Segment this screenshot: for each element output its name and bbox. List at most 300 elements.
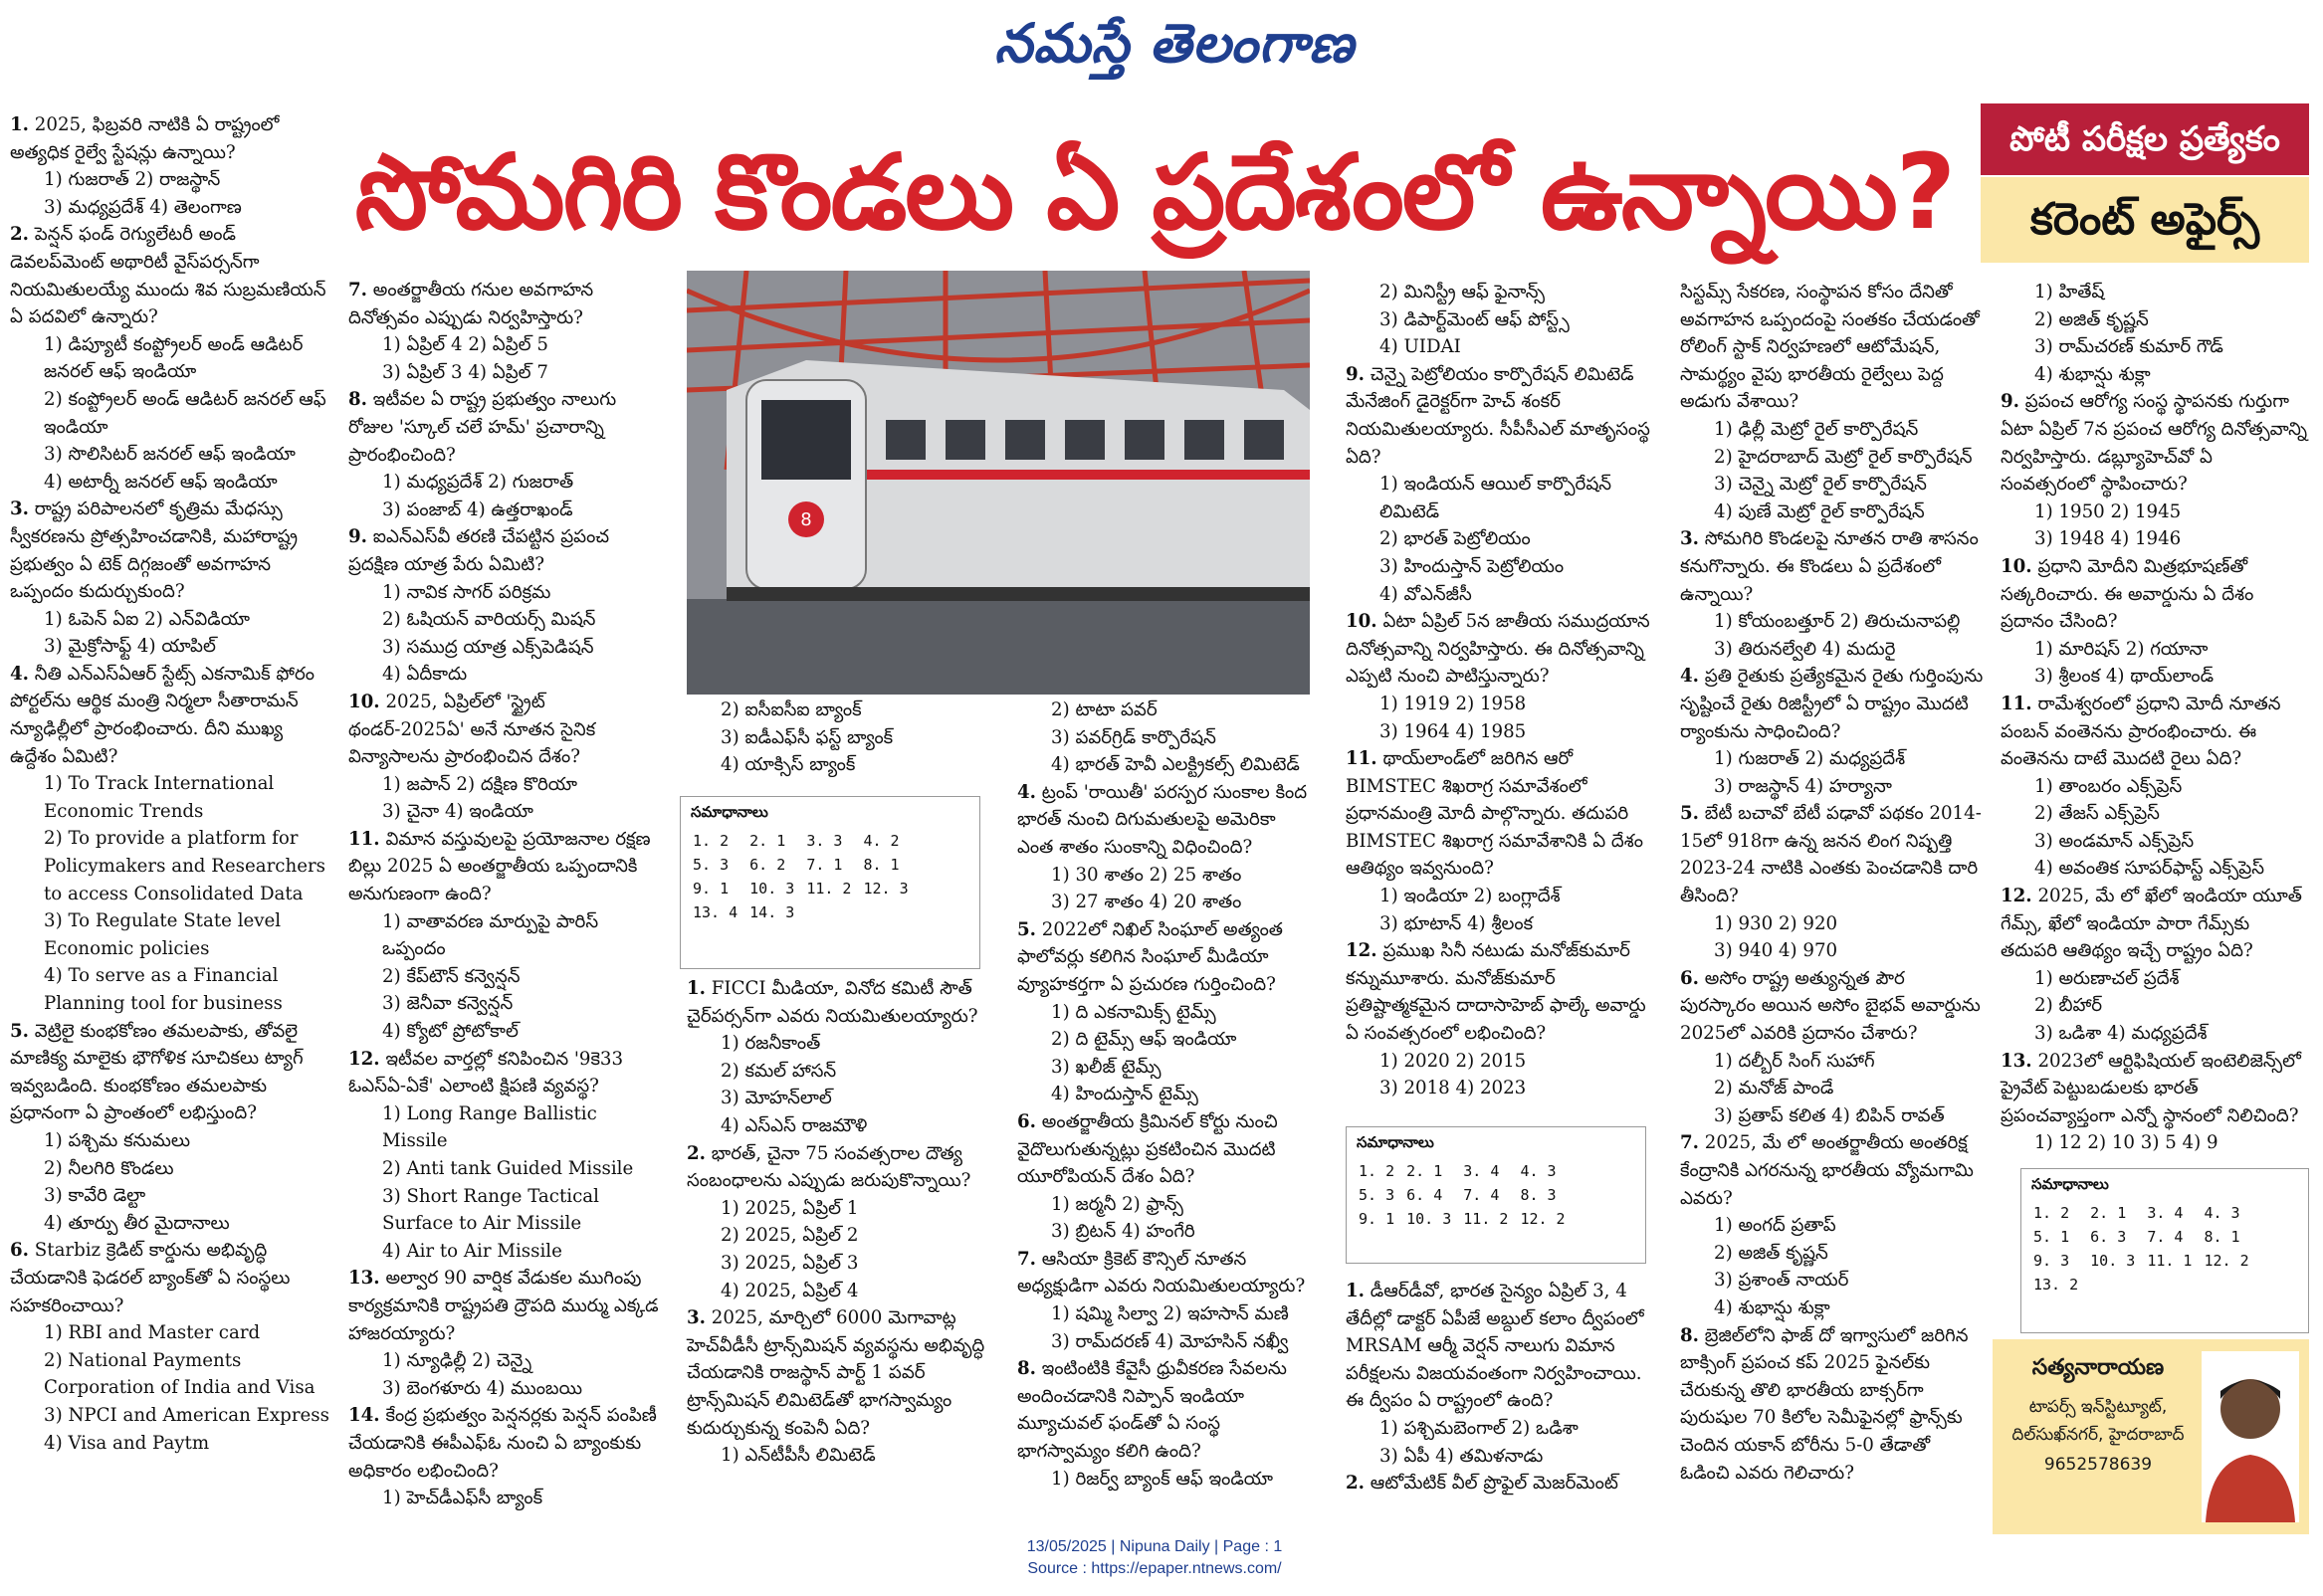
answer-option: 3) 1964 4) 1985 (1379, 720, 1527, 742)
answer-option: 4) యాక్సిస్ బ్యాంక్ (721, 754, 856, 776)
question-body: ప్రముఖ సినీ నటుడు మనోజ్‌కుమార్ కన్నుమూశారు. మనోజ్‌కుమార్ ప్రతిష్టాత్మకమైన దాదాసాహెబ్ ఫాల్కే అవార్డు ఏ సంవత్సరంలో లభించింది? (1346, 940, 1646, 1045)
question-text (348, 1402, 665, 1485)
question-body: అంతర్జాతీయ గనుల అవగాహన దినోత్సవం ఎప్పుడు నిర్వహిస్తారు? (348, 280, 594, 328)
answer-option: 1) 1950 2) 1945 (2034, 500, 2182, 522)
question-number: 2. (1346, 1473, 1365, 1495)
question-number: 11. (1346, 748, 1377, 770)
question-body: అంతర్జాతీయ క్రిమినల్ కోర్టు నుంచి వైదొలుగుతున్నట్లు ప్రకటించిన మొదటి యూరోపియన్ దేశం ఏది? (1017, 1110, 1278, 1188)
question-body: 2025, ఏప్రిల్‌లో 'స్ట్రైట్ థండర్-2025ఏ' అనే నూతన సైనిక విన్యాసాలను ప్రారంభించిన దేశం? (348, 691, 596, 768)
answer-option: 1) ఏప్రిల్ 4 2) ఏప్రిల్ 5 (382, 334, 548, 356)
answer-cell: 10. 3 (2090, 1252, 2136, 1270)
answer-option: 2) అజిత్ కృష్ణన్ (2034, 308, 2149, 330)
answer-option: 2) టాటా పవర్ (1051, 699, 1158, 720)
answer-option: 2) కమల్ హాసన్ (721, 1060, 837, 1082)
question-text (1680, 965, 1985, 1048)
answer-cell: 5. 3 (693, 856, 730, 874)
answer-cell: 12. 2 (1520, 1210, 1566, 1228)
question-body: భారత్, చైనా 75 సంవత్సరాల దౌత్య సంబంధాలను ఎప్పుడు జరుపుకొన్నాయి? (687, 1142, 971, 1192)
answer-option: 3) 1948 4) 1946 (2034, 528, 2182, 550)
question-text (10, 1237, 330, 1319)
question-body: ఇంటింటికి కేవైసీ ధ్రువీకరణ సేవలను అందించడానికి నిప్పాన్ ఇండియా మ్యూచువల్ ఫండ్‌తో ఏ సంస్థ భాగస్వామ్యం కలిగి ఉంది? (1017, 1358, 1287, 1463)
answers-row (1355, 1183, 1574, 1207)
author-location: దిల్‌సుఖ్‌నగర్, హైదరాబాద్ (2011, 1425, 2185, 1445)
question-body: థాయ్‌లాండ్‌లో జరిగిన ఆరో BIMSTEC శిఖరాగ్ర సమావేశంలో ప్రధానమంత్రి మోదీ పాల్గొన్నారు. తదుపరి BIMSTEC శిఖరాగ్ర సమావేశానికి ఏ దేశం ఆతిథ్యం ఇవ్వనుంది? (1346, 748, 1643, 880)
answer-option: 4) శుభాన్షు శుక్లా (2034, 363, 2151, 385)
answer-option: 3) ప్రతాప్ కలిత 4) బిపిన్ రావత్ (1714, 1104, 1945, 1126)
question-text (348, 689, 665, 771)
answer-cell: 6. 2 (749, 856, 786, 874)
answer-cell: 13. 4 (693, 903, 739, 921)
question-body: FICCI మీడియా, వినోద కమిటీ సౌత్ చైర్‌పర్సన్‌గా ఎవరు నియమితులయ్యారు? (687, 978, 978, 1027)
answers-row (2029, 1225, 2257, 1249)
question-body: సిస్టమ్స్ సేకరణ, సంస్థాపన కోసం దేనితో అవగాహన ఒప్పందంపై సంతకం చేయడంతో రోలింగ్ స్టాక్ నిర్వహణలో ఆటోమేషన్, సామర్థ్యం వైపు భారతీయ రైల్వేలు పెద్ద అడుగు వేశాయి? (1680, 282, 1980, 413)
question-text (1680, 663, 1985, 745)
answer-option: 3) మైక్రోసాఫ్ట్ 4) యాపిల్ (44, 636, 216, 658)
question-number: 11. (348, 828, 380, 850)
column-5-bottom (1346, 1278, 1654, 1497)
question-number: 1. (687, 978, 706, 999)
answer-option: 3) కావేరి డెల్టా (44, 1185, 146, 1207)
answer-option: 1) హెచ్‌డీఎఫ్‌సీ బ్యాంక్ (382, 1488, 543, 1509)
question-body: ఐఎన్ఎస్‌వీ తరణి చేపట్టిన ప్రపంచ ప్రదక్షిణ యాత్ర పేరు ఏమిటి? (348, 526, 610, 575)
answer-option: 4) అవంతిక సూపర్‌ఫాస్ట్ ఎక్స్‌ప్రెస్ (2034, 858, 2264, 880)
answer-option: 3) పంజాబ్ 4) ఉత్తరాఖండ్ (382, 499, 573, 520)
answer-option: 4) UIDAI (1379, 336, 1461, 358)
answer-cell: 8. 1 (2204, 1228, 2240, 1246)
question-body: ప్రధాని మోదీని మిత్రభూషణ్‌తో సత్కరించారు. ఈ అవార్డును ఏ దేశం ప్రదానం చేసింది? (2001, 555, 2254, 633)
answer-option: 1) గుజరాత్ 2) రాజస్థాన్ (44, 169, 221, 191)
answer-cell: 9. 3 (2033, 1252, 2070, 1270)
answer-cell: 3. 3 (806, 832, 843, 850)
answer-option: 2) కేప్‌టౌన్ కన్వెన్షన్ (382, 965, 521, 987)
question-number: 8. (1017, 1358, 1036, 1380)
answer-cell: 3. 4 (1463, 1162, 1500, 1180)
answer-option: 3) జెనీవా కన్వెన్షన్ (382, 993, 514, 1015)
answer-option: 2) ఐసీఐసీఐ బ్యాంక్ (721, 699, 862, 720)
question-body: 2025, ఫిబ్రవరి నాటికి ఏ రాష్ట్రంలో అత్యధిక రైల్వే స్టేషన్లు ఉన్నాయి? (10, 114, 280, 163)
question-number: 11. (2001, 693, 2032, 714)
question-number: 12. (348, 1048, 380, 1070)
badge-special: పోటీ పరీక్షల ప్రత్యేకం (1981, 103, 2309, 175)
answers-row (2029, 1249, 2257, 1273)
answer-option: 1) 30 శాతం 2) 25 శాతం (1051, 864, 1242, 886)
question-text (1680, 1129, 1985, 1212)
answers-row (2029, 1201, 2257, 1225)
question-body: ఇటీవల వార్తల్లో కనిపించిన '9కె33 ఓఎస్ఏ-ఏకే' ఎలాంటి క్షిపణి వ్యవస్థ? (348, 1048, 624, 1097)
metro-train-image (687, 271, 1310, 695)
answer-option: 4) ఎస్ఎస్ రాజమౌళి (721, 1114, 868, 1136)
question-text (1346, 361, 1654, 471)
answer-option: 1) డిప్యూటీ కంప్ట్రోలర్ అండ్ ఆడిటర్ జనరల్ ఆఫ్ ఇండియా (44, 333, 304, 383)
answer-option: 3) ఒడిశా 4) మధ్యప్రదేశ్ (2034, 1023, 2208, 1045)
question-body: కేంద్ర ప్రభుత్వం పెన్షనర్లకు పెన్షన్ పంపిణీ చేయడానికి ఈపీఎఫ్ఓ నుంచి ఏ బ్యాంకుకు అధికారం లభించింది? (348, 1405, 657, 1482)
question-number: 5. (1017, 918, 1036, 940)
answer-option: 2) నీలగిరి కొండలు (44, 1157, 174, 1179)
answer-option: 4) వోఎన్‌జీసీ (1379, 583, 1472, 605)
question-body: రామేశ్వరంలో ప్రధాని మోదీ నూతన పంబన్ వంతెనను ప్రారంభించారు. ఈ వంతెనను దాటే మొదటి రైలు ఏది? (2001, 693, 2281, 770)
answers-row (689, 829, 917, 853)
answer-option: 2) 2025, ఏప్రిల్ 2 (721, 1225, 859, 1247)
question-number: 5. (10, 1020, 29, 1042)
answer-option: 2) ఓషియన్ వారియర్స్ మిషన్ (382, 609, 596, 631)
question-body: ఏటా ఏప్రిల్ 5న జాతీయ సముద్రయాన దినోత్సవాన్ని నిర్వహిస్తారు. ఈ దినోత్సవాన్ని ఎప్పటి నుంచి పాటిస్తున్నారు? (1346, 611, 1650, 688)
author-card (1993, 1339, 2309, 1534)
question-body: ఆటోమేటిక్ వీల్ ప్రొఫైల్ మెజర్‌మెంట్ (1370, 1473, 1618, 1495)
answer-option: 1) గుజరాత్ 2) మధ్యప్రదేశ్ (1714, 748, 1906, 770)
masthead: నమస్తే తెలంగాణ (994, 11, 1355, 75)
answers-row (2029, 1273, 2257, 1297)
question-number: 6. (10, 1240, 29, 1262)
answer-cell: 12. 3 (863, 880, 909, 898)
answer-option: 4) పుణే మెట్రో రైల్ కార్పొరేషన్ (1714, 500, 1925, 522)
question-text (1017, 1355, 1316, 1465)
answers-row (689, 853, 917, 877)
footer (796, 1536, 1513, 1580)
answer-option: 4) హిందుస్తాన్ టైమ్స్ (1051, 1084, 1198, 1105)
question-body: డీఆర్‌డీవో, భారత సైన్యం ఏప్రిల్ 3, 4 తేదీల్లో డాక్టర్ ఏపీజే అబ్దుల్ కలాం ద్వీపంలో MRSAM ఆర్మీ వెర్షన్ నాలుగు విమాన పరీక్షలను విజయవంతంగా నిర్వహించాయి. ఈ ద్వీపం ఏ రాష్ట్రంలో ఉంది? (1346, 1281, 1644, 1412)
answer-option: 1) అరుణాచల్ ప్రదేశ్ (2034, 967, 2180, 989)
answer-cell: 9. 1 (1359, 1210, 1395, 1228)
answer-option: 3) 2018 4) 2023 (1379, 1078, 1527, 1099)
answer-option: 3) మోహన్‌లాల్ (721, 1088, 832, 1109)
answer-option: 3) ఏప్రిల్ 3 4) ఏప్రిల్ 7 (382, 361, 548, 383)
answer-option: 3) 27 శాతం 4) 20 శాతం (1051, 892, 1242, 913)
answer-option: 3) బెంగళూరు 4) ముంబయి (382, 1377, 582, 1399)
answer-cell (2200, 1273, 2256, 1297)
answer-option: 3) ప్రశాంత్ నాయర్ (1714, 1270, 1849, 1292)
answer-option: 2) తేజస్ ఎక్స్‌ప్రెస్ (2034, 803, 2160, 825)
author-phone: 9652578639 (2043, 1455, 2153, 1475)
answer-cell: 10. 3 (1406, 1210, 1452, 1228)
question-body: వెట్రిలై కుంభకోణం తమలపాకు, తోవలై మాణిక్య మాలైకు భౌగోళిక సూచికలు ట్యాగ్ ఇవ్వబడింది. కుంభకోణం తమలపాకు ప్రధానంగా ఏ ప్రాంతంలో లభిస్తుంది? (10, 1020, 304, 1124)
question-text (1346, 608, 1654, 691)
question-text (348, 386, 665, 469)
answer-option: 1) షమ్మి సిల్వా 2) ఇహసాన్ మణి (1051, 1303, 1289, 1325)
answer-option: 1) మధ్యప్రదేశ్ 2) గుజరాత్ (382, 472, 574, 494)
question-number: 7. (1017, 1248, 1036, 1270)
answer-option: 2) అజిత్ కృష్ణన్ (1714, 1242, 1828, 1264)
answer-option: 1) అంగద్ ప్రతాప్ (1714, 1215, 1836, 1237)
question-number: 3. (687, 1307, 706, 1329)
headline: సోమగిరి కొండలు ఏ ప్రదేశంలో ఉన్నాయి? (354, 131, 1955, 253)
question-body: నీతి ఎన్ఎస్‌ఏఆర్ స్టేట్స్ ఎకనామిక్ ఫోరం పోర్టల్‌ను ఆర్థిక మంత్రి నిర్మలా సీతారామన్ న్యూఢిల్లీలో ప్రారంభించారు. దీని ముఖ్య ఉద్దేశం ఏమిటి? (10, 663, 315, 767)
column-2 (348, 277, 665, 1512)
answers-box-1 (680, 796, 980, 969)
question-text (2001, 553, 2311, 636)
question-body: అసోం రాష్ట్ర అత్యున్నత పౌర పురస్కారం అయిన అసోం బైభవ్ అవార్డును 2025లో ఎవరికి ప్రదానం చేశారు? (1680, 967, 1981, 1045)
answer-option: 3) హిందుస్తాన్ పెట్రోలియం (1379, 555, 1565, 577)
answer-option: 3) అండమాన్ ఎక్స్‌ప్రెస్ (2034, 830, 2195, 852)
answer-option: 1) 2025, ఏప్రిల్ 1 (721, 1197, 859, 1219)
answers-table (689, 829, 917, 924)
answer-option: 2) ది టైమ్స్ ఆఫ్ ఇండియా (1051, 1029, 1237, 1051)
answer-option: 2) National Payments Corporation of India and Visa (44, 1349, 316, 1399)
answer-option: 3) రాజస్థాన్ 4) హర్యానా (1714, 775, 1892, 797)
question-number: 8. (348, 389, 367, 411)
question-body: 2022లో నిఖిల్ సింఘాల్ అత్యంత ఫాలోవర్లు కలిగిన సింఘాల్ మీడియా వ్యూహకర్తగా ఏ ప్రచురణ గుర్తించింది? (1017, 918, 1283, 995)
answer-cell: 12. 2 (2204, 1252, 2249, 1270)
answer-cell: 9. 1 (693, 880, 730, 898)
svg-text:8: 8 (800, 509, 812, 530)
question-text (348, 277, 665, 331)
answer-cell: 10. 3 (749, 880, 795, 898)
answer-option: 1) జర్మనీ 2) ఫ్రాన్స్ (1051, 1193, 1183, 1215)
answer-cell: 14. 3 (749, 903, 795, 921)
question-number: 9. (1346, 363, 1365, 385)
question-number: 10. (1346, 611, 1377, 633)
answer-option: 4) అటార్నీ జనరల్ ఆఫ్ ఇండియా (44, 471, 278, 493)
question-text (687, 1304, 1001, 1442)
answer-option: 1) 1919 2) 1958 (1379, 693, 1527, 714)
author-name: సత్యనారాయణ (2031, 1355, 2165, 1380)
answer-cell: 6. 4 (1406, 1186, 1443, 1204)
question-number: 9. (2001, 391, 2019, 413)
question-body: ఇటీవల ఏ రాష్ట్ర ప్రభుత్వం నాలుగు రోజుల 'స్కూల్ చలే హమ్' ప్రచారాన్ని ప్రారంభించింది? (348, 389, 617, 466)
question-number: 1. (10, 114, 29, 135)
answer-option: 2) హైదరాబాద్ మెట్రో రైల్ కార్పొరేషన్ (1714, 446, 1973, 468)
answer-option: 1) 12 2) 10 3) 5 4) 9 (2034, 1132, 2218, 1154)
question-number: 3. (1680, 528, 1699, 550)
answer-cell: 8. 1 (863, 856, 900, 874)
question-body: 2025, మే లో ఖేలో ఇండియా యూత్ గేమ్స్, ఖేలో ఇండియా పారా గేమ్స్‌కు తదుపరి ఆతిథ్యం ఇచ్చే రాష్ట్రం ఏది? (2001, 886, 2302, 962)
question-body: బేటీ బచావో బేటీ పఢావో పథకం 2014-15లో 918గా ఉన్న జనన లింగ నిష్పత్తి 2023-24 నాటికి ఎంతకు పెంచడానికి దారి తీసింది? (1680, 803, 1982, 907)
answer-option: 1) రజనీకాంత్ (721, 1033, 821, 1055)
question-text (1680, 279, 1985, 416)
answer-cell: 11. 2 (806, 880, 852, 898)
answer-cell: 4. 3 (2204, 1204, 2240, 1222)
answer-option: 4) తూర్పు తీర మైదానాలు (44, 1212, 230, 1234)
question-number: 10. (348, 691, 380, 712)
author-photo (2202, 1351, 2299, 1522)
column-3-bottom (687, 975, 1001, 1470)
answer-cell: 5. 1 (2033, 1228, 2070, 1246)
answer-cell: 4. 2 (863, 832, 900, 850)
answer-cell: 1. 2 (2033, 1204, 2070, 1222)
question-text (10, 221, 330, 330)
answers-title: సమాధానాలు (2031, 1175, 2109, 1193)
answer-option: 3) Short Range Tactical Surface to Air Missile (382, 1185, 599, 1235)
answer-option: 3) NPCI and American Express (44, 1404, 329, 1426)
answers-row (1355, 1207, 1574, 1231)
question-body: ఆసియా క్రికెట్ కౌన్సిల్ నూతన అధ్యక్షుడిగా ఎవరు నియమితులయ్యారు? (1017, 1248, 1306, 1297)
question-body: విమాన వస్తువులపై ప్రయోజనాల రక్షణ బిల్లు 2025 ఏ అంతర్జాతీయ ఒప్పందానికి అనుగుణంగా ఉంది? (348, 828, 651, 905)
answer-option: 1) వాతావరణ మార్పుపై పారిస్ ఒప్పందం (382, 910, 599, 960)
answer-option: 4) Visa and Paytm (44, 1432, 210, 1454)
answer-option: 3) ఐడీఎఫ్‌సీ ఫస్ట్ బ్యాంక్ (721, 726, 894, 748)
question-text (1017, 1246, 1316, 1300)
question-text (1680, 800, 1985, 909)
answer-cell: 1. 2 (1359, 1162, 1395, 1180)
question-text (1680, 1322, 1985, 1488)
answer-cell: 8. 3 (1520, 1186, 1557, 1204)
question-number: 3. (10, 499, 29, 520)
answer-option: 2) To provide a platform for Policymakers and Researchers to access Consolidated Data (44, 828, 325, 904)
question-body: అల్వార 90 వార్షిక వేడుకల ముగింపు కార్యక్రమానికి రాష్ట్రపతి ద్రౌపది ముర్ము ఎక్కడ హాజరయ్యారు? (348, 1268, 659, 1344)
answer-option: 3) 2025, ఏప్రిల్ 3 (721, 1252, 859, 1274)
answer-option: 4) To serve as a Financial Planning tool for business (44, 965, 283, 1014)
answer-cell: 7. 4 (1463, 1186, 1500, 1204)
answer-option: 1) ఇండియన్ ఆయిల్ కార్పొరేషన్ లిమిటెడ్ (1379, 474, 1612, 522)
answer-option: 1) హితేష్ (2034, 282, 2105, 302)
answer-option: 1) Long Range Ballistic Missile (382, 1102, 597, 1152)
question-text (1680, 525, 1985, 608)
footer-date: 13/05/2025 | Nipuna Daily | Page : 1 (1026, 1538, 1283, 1555)
answer-option: 1) జపాన్ 2) దక్షిణ కొరియా (382, 773, 578, 795)
answer-cell (2143, 1273, 2200, 1297)
answer-cell: 7. 4 (2147, 1228, 2184, 1246)
question-number: 9. (348, 526, 367, 548)
answers-table (2029, 1201, 2257, 1297)
answer-cell: 2. 1 (749, 832, 786, 850)
answer-cell: 13. 2 (2033, 1276, 2079, 1294)
question-number: 1. (1346, 1281, 1365, 1301)
answer-option: 1) ది ఎకనామిక్స్ టైమ్స్ (1051, 1001, 1216, 1023)
question-text (1017, 779, 1316, 862)
question-number: 12. (2001, 886, 2032, 907)
answer-cell: 6. 3 (2090, 1228, 2127, 1246)
answer-option: 4) 2025, ఏప్రిల్ 4 (721, 1280, 859, 1301)
answer-option: 1) నావిక సాగర్ పరిక్రమ (382, 581, 551, 603)
question-text (348, 1046, 665, 1100)
answers-row (1355, 1159, 1574, 1183)
question-text (1346, 1278, 1654, 1415)
answer-option: 3) ఖలీజ్ టైమ్స్ (1051, 1056, 1162, 1078)
question-number: 7. (1680, 1132, 1699, 1154)
answer-option: 2) బీహార్ (2034, 995, 2103, 1017)
question-body: ప్రపంచ ఆరోగ్య సంస్థ స్థాపనకు గుర్తుగా ఏటా ఏప్రిల్ 7న ప్రపంచ ఆరోగ్య దినోత్సవాన్ని నిర్వహిస్తారు. డబ్ల్యూహెచ్‌వో ఏ సంవత్సరంలో స్థాపించారు? (2001, 391, 2308, 496)
answer-option: 3) చెన్నై మెట్రో రైల్ కార్పొరేషన్ (1714, 474, 1927, 496)
question-number: 13. (348, 1268, 380, 1290)
question-text (1017, 1108, 1316, 1191)
answer-option: 4) ఏదీకాదు (382, 664, 468, 686)
answer-option: 1) న్యూఢిల్లీ 2) చెన్నై (382, 1350, 532, 1372)
question-number: 7. (348, 280, 367, 300)
answer-option: 3) చైనా 4) ఇండియా (382, 801, 533, 823)
answer-option: 1) ఎన్‌టీపీసీ లిమిటెడ్ (721, 1445, 876, 1467)
question-text (1346, 1470, 1654, 1497)
answer-option: 1) తాంబరం ఎక్స్‌ప్రెస్ (2034, 775, 2183, 797)
question-text (10, 1018, 330, 1127)
answers-box-3 (2020, 1168, 2309, 1333)
answers-title: సమాధానాలు (1357, 1133, 1434, 1151)
answer-option: 1) పశ్చిమబెంగాల్ 2) ఒడిశా (1379, 1417, 1579, 1439)
answer-option: 1) పశ్చిమ కనుమలు (44, 1129, 191, 1151)
answer-option: 2) కంప్ట్రోలర్ అండ్ ఆడిటర్ జనరల్ ఆఫ్ ఇండియా (44, 388, 326, 438)
answer-option: 2) భారత్ పెట్రోలియం (1379, 528, 1531, 550)
question-number: 2. (10, 224, 29, 246)
footer-source: Source : https://epaper.ntnews.com/ (1027, 1560, 1282, 1577)
answer-option: 3) బ్రిటన్ 4) హంగేరి (1051, 1221, 1195, 1243)
answer-option: 1) RBI and Master card (44, 1322, 261, 1344)
question-body: సోమగిరి కొండలపై నూతన రాతి శాసనం కనుగొన్నారు. ఈ కొండలు ఏ ప్రదేశంలో ఉన్నాయి? (1680, 528, 1979, 605)
answer-option: 3) సముద్ర యాత్ర ఎక్స్‌పెడిషన్ (382, 636, 594, 658)
column-6 (1680, 279, 1985, 1487)
question-number: 8. (1680, 1324, 1699, 1346)
question-number: 14. (348, 1405, 380, 1427)
question-text (2001, 883, 2311, 965)
question-text (687, 975, 1001, 1030)
answer-option: 3) To Regulate State level Economic policies (44, 910, 282, 959)
question-number: 2. (687, 1142, 706, 1164)
answer-cell: 1. 2 (693, 832, 730, 850)
answer-cell: 5. 3 (1359, 1186, 1395, 1204)
answer-option: 3) రామ్‌దరణ్ 4) మోహసిన్ నఖ్వీ (1051, 1330, 1289, 1352)
answer-cell: 11. 1 (2147, 1252, 2193, 1270)
question-number: 6. (1017, 1110, 1036, 1132)
column-1 (10, 111, 330, 1457)
question-body: బ్రెజిల్‌లోని ఫాజ్ దో ఇగ్వాసులో జరిగిన బాక్సింగ్ ప్రపంచ కప్ 2025 ఫైనల్‌కు చేరుకున్న తొలి భారతీయ బాక్సర్‌గా పురుషుల 70 కిలోల సెమీఫైనల్లో ఫ్రాన్స్‌కు చెందిన యకాన్ బోరీను 5-0 తేడాతో ఓడించి ఎవరు గెలిచారు? (1680, 1324, 1969, 1484)
answer-option: 3) భూటాన్ 4) శ్రీలంక (1379, 912, 1534, 934)
question-text (10, 661, 330, 770)
answer-option: 1) ఢిల్లీ మెట్రో రైల్ కార్పొరేషన్ (1714, 418, 1919, 440)
answer-option: 3) సొలిసిటర్ జనరల్ ఆఫ్ ఇండియా (44, 444, 296, 466)
question-body: రాష్ట్ర పరిపాలనలో కృత్రిమ మేధస్సు స్వీకరణను ప్రోత్సహించడానికి, మహారాష్ట్ర ప్రభుత్వం ఏ టెక్ దిగ్గజంతో అవగాహన ఒప్పందం కుదుర్చుకుంది? (10, 499, 298, 603)
metro-train-photo (687, 271, 1310, 695)
answer-option: 1) మారిషస్ 2) గయానా (2034, 638, 2209, 660)
question-text (348, 826, 665, 908)
answer-option: 1) ఓపెన్ ఏఐ 2) ఎన్‌విడియా (44, 608, 250, 630)
answer-cell (859, 900, 916, 924)
question-number: 13. (2001, 1050, 2032, 1072)
question-text (348, 1265, 665, 1347)
answer-option: 1) 2020 2) 2015 (1379, 1050, 1527, 1072)
question-text (348, 523, 665, 578)
answer-option: 3) మధ్యప్రదేశ్ 4) తెలంగాణ (44, 196, 242, 218)
question-body: 2025, మే లో అంతర్జాతీయ అంతరిక్ష కేంద్రానికి ఎగరనున్న భారతీయ వ్యోమగామి ఎవరు? (1680, 1132, 1974, 1209)
question-body: ప్రతి రైతుకు ప్రత్యేకమైన రైతు గుర్తింపును సృష్టించే రైతు రిజిస్ట్రీలో ఏ రాష్ట్రం మొదటి ర్యాంకును సాధించింది? (1680, 666, 1984, 742)
answer-option: 3) పవర్‌గ్రిడ్ కార్పొరేషన్ (1051, 726, 1216, 748)
column-5 (1346, 279, 1654, 1102)
column-7 (2001, 279, 2311, 1157)
answer-cell: 11. 2 (1463, 1210, 1509, 1228)
badge-current-affairs: కరెంట్ అఫైర్స్ (1981, 177, 2309, 263)
question-body: 2023లో ఆర్టిఫిషియల్ ఇంటెలిజెన్స్‌లో ప్రైవేట్ పెట్టుబడులకు భారత్ ప్రపంచవ్యాప్తంగా ఎన్నో స్థానంలో నిలిచింది? (2001, 1050, 2301, 1126)
question-text (2001, 1048, 2311, 1130)
answers-table (1355, 1159, 1574, 1231)
answer-cell: 2. 1 (1406, 1162, 1443, 1180)
answers-title: సమాధానాలు (691, 803, 768, 821)
answer-cell: 3. 4 (2147, 1204, 2184, 1222)
question-number: 5. (1680, 803, 1699, 825)
author-institute: టాపర్స్ ఇన్‌స్టిట్యూట్, (2028, 1397, 2168, 1417)
answer-option: 1) దల్బీర్ సింగ్ సుహాగ్ (1714, 1050, 1875, 1072)
answer-option: 2) మినిస్ట్రీ ఆఫ్ ఫైనాన్స్ (1379, 282, 1546, 302)
question-number: 6. (1680, 967, 1699, 989)
question-text (10, 496, 330, 605)
answer-option: 4) క్యోటో ప్రోటోకాల్ (382, 1021, 519, 1043)
answers-row (689, 877, 917, 900)
question-body: Starbiz క్రెడిట్ కార్డును అభివృద్ధి చేయడానికి ఫెడరల్ బ్యాంక్‌తో ఏ సంస్థలు సహకరించాయి? (10, 1240, 291, 1316)
answer-option: 1) To Track International Economic Trends (44, 773, 275, 822)
question-number: 4. (1680, 666, 1699, 688)
answer-cell: 4. 3 (1520, 1162, 1557, 1180)
answer-option: 1) రిజర్వ్ బ్యాంక్ ఆఫ్ ఇండియా (1051, 1468, 1274, 1490)
question-number: 4. (10, 663, 29, 685)
answer-option: 4) భారత్ హెవీ ఎలక్ట్రికల్స్ లిమిటెడ్ (1051, 754, 1300, 776)
column-3-top (687, 697, 985, 779)
question-text (2001, 388, 2311, 498)
answer-option: 3) 940 4) 970 (1714, 940, 1838, 962)
answer-cell (802, 900, 859, 924)
question-text (687, 1140, 1001, 1195)
question-text (2001, 691, 2311, 773)
answer-option: 3) శ్రీలంక 4) థాయ్‌లాండ్ (2034, 666, 2215, 688)
question-body: పెన్షన్ ఫండ్ రెగ్యులేటరీ అండ్ డెవలప్‌మెంట్ అథారిటీ వైస్‌పర్సన్‌గా నియమితులయ్యే ముందు శివ సుబ్రమణియన్ ఏ పదవిలో ఉన్నారు? (10, 224, 326, 328)
answer-option: 1) ఇండియా 2) బంగ్లాదేశ్ (1379, 886, 1561, 907)
question-number: 12. (1346, 940, 1377, 962)
answer-option: 3) ఏపీ 4) తమిళనాడు (1379, 1445, 1544, 1467)
answers-row (689, 900, 917, 924)
